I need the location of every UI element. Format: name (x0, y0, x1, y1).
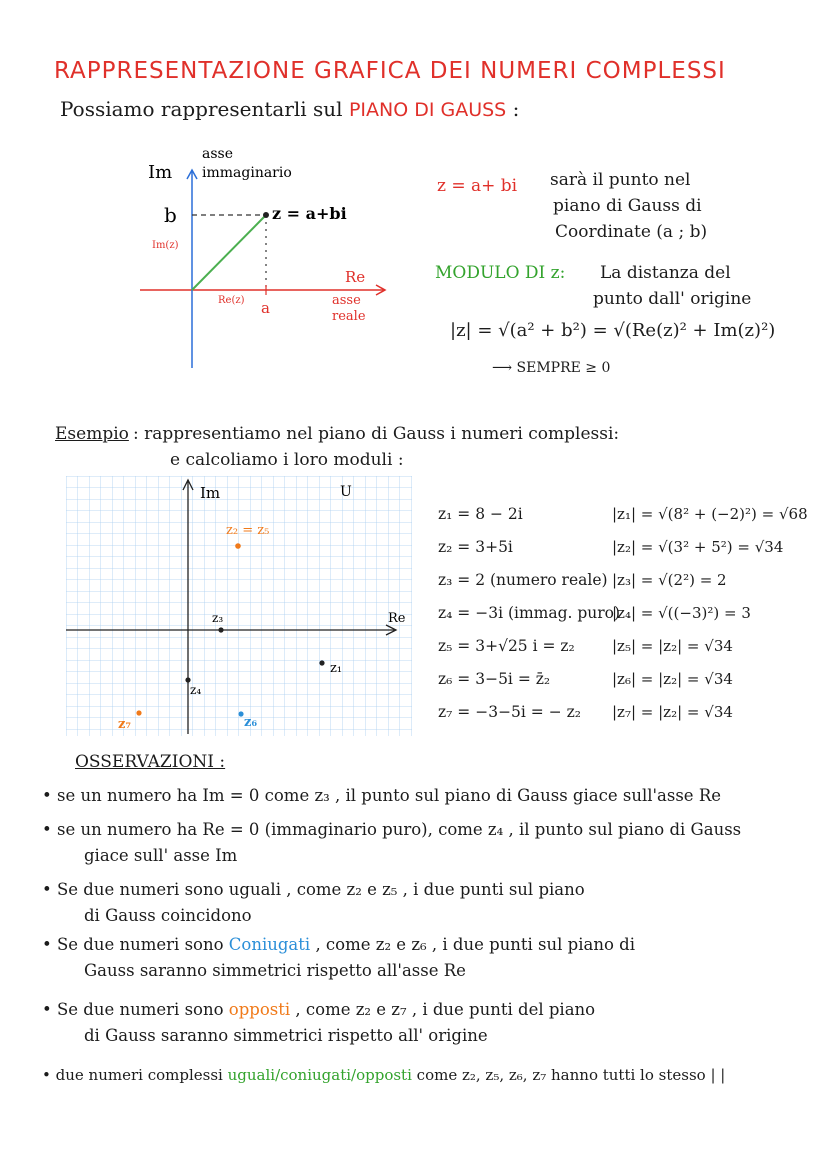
rez-label: Re(z) (218, 295, 245, 306)
graph-im-label: Im (200, 484, 221, 502)
im-label: Im (148, 162, 173, 183)
observation-2-cont: giace sull' asse Im (84, 846, 238, 865)
vector-line (192, 215, 266, 290)
modulo-formula: |z| = √(a² + b²) = √(Re(z)² + Im(z)²) (450, 320, 776, 341)
modulo-note: ⟶ SEMPRE ≥ 0 (492, 360, 611, 376)
modulo-line-2: punto dall' origine (593, 289, 752, 309)
re-axis-label-2: reale (332, 309, 366, 324)
equation-z3: z₃ = 2 (numero reale) (438, 571, 608, 589)
equation-z1: z₁ = 8 − 2i (438, 505, 523, 523)
modulo-z2: |z₂| = √(3² + 5²) = √34 (612, 538, 784, 556)
graph-corner-label: U (340, 484, 352, 500)
observation-1: • se un numero ha Im = 0 come z₃ , il punto sul piano di Gauss giace sull'asse Re (42, 786, 722, 805)
example-label: Esempio (55, 424, 129, 444)
observation-5-cont: di Gauss saranno simmetrici rispetto all' origine (84, 1026, 488, 1045)
point-z7 (136, 710, 141, 715)
grid-background (66, 476, 412, 736)
equation-z4: z₄ = −3i (immag. puro) (438, 604, 621, 622)
moduli-list (612, 498, 808, 729)
graph-z2z5-label: z₂ = z₅ (226, 523, 270, 538)
definition-line-1: sarà il punto nel (550, 170, 691, 190)
point-label: z = a+bi (272, 204, 347, 223)
equation-z2: z₂ = 3+5i (438, 538, 513, 556)
definition-line-2: piano di Gauss di (553, 196, 702, 216)
graph-z7-label: z₇ (118, 717, 132, 732)
modulo-z6: |z₆| = |z₂| = √34 (612, 670, 733, 688)
modulo-heading: MODULO DI z: (435, 263, 566, 283)
point-z2-z5 (235, 543, 241, 549)
equations-list (438, 498, 620, 729)
subtitle-prefix: Possiamo rappresentarli sul (60, 97, 343, 121)
imz-label: Im(z) (152, 240, 179, 251)
point-z3 (218, 627, 223, 632)
example-line-1: : rappresentiamo nel piano di Gauss i numeri complessi: (133, 424, 620, 444)
equation-z6: z₆ = 3−5i = z̄₂ (438, 670, 551, 688)
modulo-z7: |z₇| = |z₂| = √34 (612, 703, 733, 721)
modulo-line-1: La distanza del (600, 263, 731, 283)
modulo-z1: |z₁| = √(8² + (−2)²) = √68 (612, 505, 808, 523)
definition-line-3: Coordinate (a ; b) (555, 222, 708, 242)
gauss-plane-diagram (140, 140, 390, 380)
modulo-z4: |z₄| = √((−3)²) = 3 (612, 604, 751, 622)
example-grid-graph (66, 476, 412, 736)
modulo-z3: |z₃| = √(2²) = 2 (612, 571, 727, 589)
point-z4 (185, 677, 190, 682)
observation-4-cont: Gauss saranno simmetrici rispetto all'asse Re (84, 961, 466, 980)
graph-z3-label: z₃ (212, 611, 224, 625)
observation-6: • due numeri complessi uguali/coniugati/opposti come z₂, z₅, z₆, z₇ hanno tutti lo stesso | | (42, 1066, 726, 1084)
re-axis-label-1: asse (332, 293, 361, 308)
observation-2: • se un numero ha Re = 0 (immaginario puro), come z₄ , il punto sul piano di Gauss (42, 820, 742, 839)
example-line-2: e calcoliamo i loro moduli : (170, 450, 404, 470)
observation-4: • Se due numeri sono Coniugati , come z₂ e z₆ , i due punti sul piano di (42, 935, 635, 954)
b-label: b (164, 203, 177, 227)
graph-z4-label: z₄ (190, 683, 202, 697)
subtitle (60, 97, 519, 121)
z-formula: z = a+ bi (437, 176, 518, 196)
subtitle-suffix: : (512, 97, 520, 121)
equation-z5: z₅ = 3+√25 i = z₂ (438, 637, 575, 655)
observation-3-cont: di Gauss coincidono (84, 906, 252, 925)
observations-heading: OSSERVAZIONI : (75, 752, 226, 772)
point-z (263, 212, 269, 218)
point-z6 (238, 711, 243, 716)
point-z1 (319, 660, 324, 665)
re-label: Re (345, 268, 366, 286)
modulo-z5: |z₅| = |z₂| = √34 (612, 637, 733, 655)
page-title: RAPPRESENTAZIONE GRAFICA DEI NUMERI COMPLESSI (54, 58, 726, 84)
equation-z7: z₇ = −3−5i = − z₂ (438, 703, 582, 721)
observation-5: • Se due numeri sono opposti , come z₂ e z₇ , i due punti del piano (42, 1000, 596, 1019)
observation-3: • Se due numeri sono uguali , come z₂ e z₅ , i due punti sul piano (42, 880, 585, 899)
im-axis-label-1: asse (202, 146, 234, 162)
graph-re-label: Re (388, 611, 406, 626)
graph-z6-label: z₆ (244, 715, 258, 730)
a-label: a (261, 299, 270, 317)
graph-z1-label: z₁ (330, 661, 343, 676)
subtitle-highlight: PIANO DI GAUSS (348, 99, 507, 121)
im-axis-label-2: immaginario (202, 165, 292, 181)
